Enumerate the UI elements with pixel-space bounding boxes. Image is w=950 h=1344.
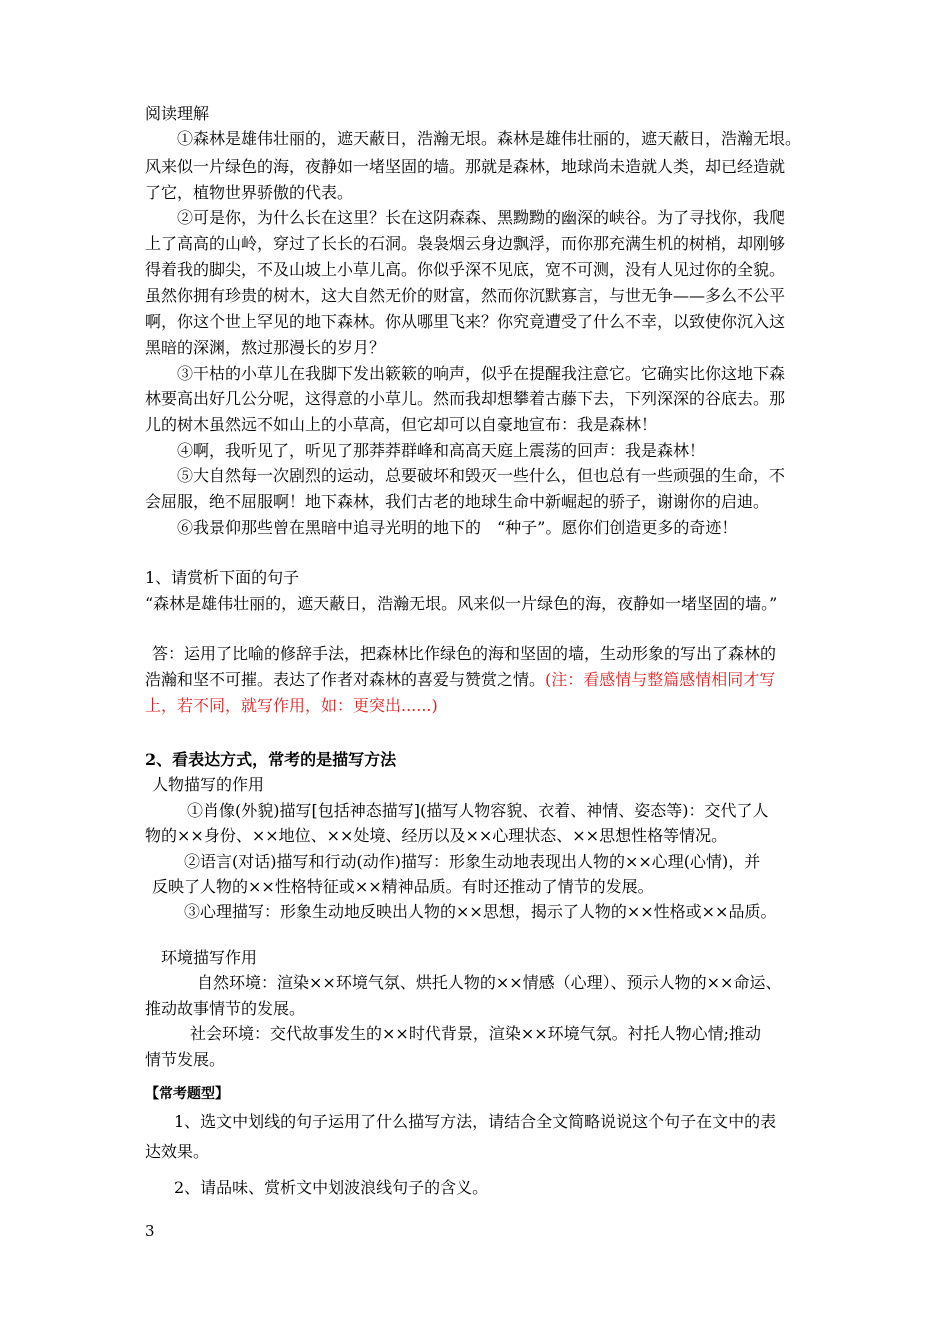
common-question-line: 2、请品味、赏析文中划波浪线句子的含义。 bbox=[174, 1178, 489, 1197]
passage-line: ②可是你，为什么长在这里？长在这阴森森、黑黝黝的幽深的峡谷。为了寻找你，我爬 bbox=[177, 208, 786, 227]
answer-note: (注：看感情与整篇感情相同才写 bbox=[545, 670, 776, 689]
passage-line: 黑暗的深渊，熬过那漫长的岁月？ bbox=[145, 338, 386, 357]
passage-line: ⑥我景仰那些曾在黑暗中追寻光明的地下的 “种子”。愿你们创造更多的奇迹！ bbox=[177, 518, 738, 537]
question1-answer-line bbox=[145, 668, 775, 692]
answer-note: 上，若不同，就写作用，如：更突出......) bbox=[145, 696, 438, 715]
description-line: 反映了人物的××性格特征或××精神品质。有时还推动了情节的发展。 bbox=[152, 877, 654, 896]
passage-line: 得着我的脚尖，不及山坡上小草儿高。你似乎深不见底，宽不可测，没有人见过你的全貌。 bbox=[145, 260, 786, 279]
section2-title: 2、看表达方式，常考的是描写方法 bbox=[145, 750, 397, 769]
answer-text: 浩瀚和坚不可摧。表达了作者对森林的喜爱与赞赏之情。 bbox=[145, 670, 546, 689]
description-line: ②语言(对话)描写和行动(动作)描写：形象生动地表现出人物的××心理(心情)，并 bbox=[184, 852, 761, 871]
environment-title: 环境描写作用 bbox=[161, 948, 258, 967]
common-question-line: 1、选文中划线的句子运用了什么描写方法，请结合全文简略说说这个句子在文中的表 bbox=[174, 1112, 777, 1131]
environment-line: 自然环境：渲染××环境气氛、烘托人物的××情感（心理）、预示人物的××命运、 bbox=[197, 973, 782, 992]
section2-subtitle: 人物描写的作用 bbox=[152, 775, 265, 794]
environment-line: 情节发展。 bbox=[145, 1050, 226, 1069]
question1-answer-line: 答：运用了比喻的修辞手法，把森林比作绿色的海和坚固的墙，生动形象的写出了森林的 bbox=[152, 644, 777, 663]
passage-heading: 阅读理解 bbox=[145, 104, 210, 123]
passage-line: 啊，你这个世上罕见的地下森林。你从哪里飞来？你究竟遭受了什么不幸，以致使你沉入这 bbox=[145, 312, 786, 331]
question1-quote: “森林是雄伟壮丽的，遮天蔽日，浩瀚无垠。风来似一片绿色的海，夜静如一堵坚固的墙。” bbox=[145, 594, 778, 613]
passage-line: 风来似一片绿色的海，夜静如一堵坚固的墙。那就是森林，地球尚未造就人类，却已经造就 bbox=[145, 157, 786, 176]
passage-line: 会屈服，绝不屈服啊！地下森林，我们古老的地球生命中新崛起的骄子，谢谢你的启迪。 bbox=[145, 492, 770, 511]
passage-line: 儿的树木虽然远不如山上的小草高，但它却可以自豪地宣布：我是森林！ bbox=[145, 415, 658, 434]
page-number: 3 bbox=[145, 1222, 155, 1240]
passage-line: ⑤大自然每一次剧烈的运动，总要破坏和毁灭一些什么，但也总有一些顽强的生命，不 bbox=[177, 466, 786, 485]
environment-line: 推动故事情节的发展。 bbox=[145, 999, 306, 1018]
common-question-line: 达效果。 bbox=[145, 1142, 210, 1161]
passage-line: 虽然你拥有珍贵的树木，这大自然无价的财富，然而你沉默寡言，与世无争——多么不公平 bbox=[145, 286, 786, 305]
question1-title: 1、请赏析下面的句子 bbox=[145, 568, 300, 587]
passage-line: ①森林是雄伟壮丽的，遮天蔽日，浩瀚无垠。森林是雄伟壮丽的，遮天蔽日，浩瀚无垠。 bbox=[177, 129, 802, 148]
passage-line: 了它，植物世界骄傲的代表。 bbox=[145, 183, 354, 202]
passage-line: 上了高高的山岭，穿过了长长的石洞。袅袅烟云身边飘浮，而你那充满生机的树梢，却刚够 bbox=[145, 234, 786, 253]
common-questions-title: 【常考题型】 bbox=[145, 1086, 229, 1102]
passage-line: ④啊，我听见了，听见了那莽莽群峰和高高天庭上震荡的回声：我是森林！ bbox=[177, 441, 706, 460]
passage-line: ③干枯的小草儿在我脚下发出簌簌的响声，似乎在提醒我注意它。它确实比你这地下森 bbox=[177, 364, 786, 383]
description-line: ③心理描写：形象生动地反映出人物的××思想，揭示了人物的××性格或××品质。 bbox=[184, 902, 777, 921]
description-line: ①肖像(外貌)描写[包括神态描写](描写人物容貌、衣着、神情、姿态等)：交代了人 bbox=[187, 801, 769, 820]
passage-line: 林要高出好几公分呢，这得意的小草儿。然而我却想攀着古藤下去，下列深深的谷底去。那 bbox=[145, 389, 786, 408]
description-line: 物的××身份、××地位、××处境、经历以及××心理状态、××思想性格等情况。 bbox=[145, 826, 728, 845]
environment-line: 社会环境：交代故事发生的××时代背景，渲染××环境气氛。衬托人物心情;推动 bbox=[190, 1024, 762, 1043]
